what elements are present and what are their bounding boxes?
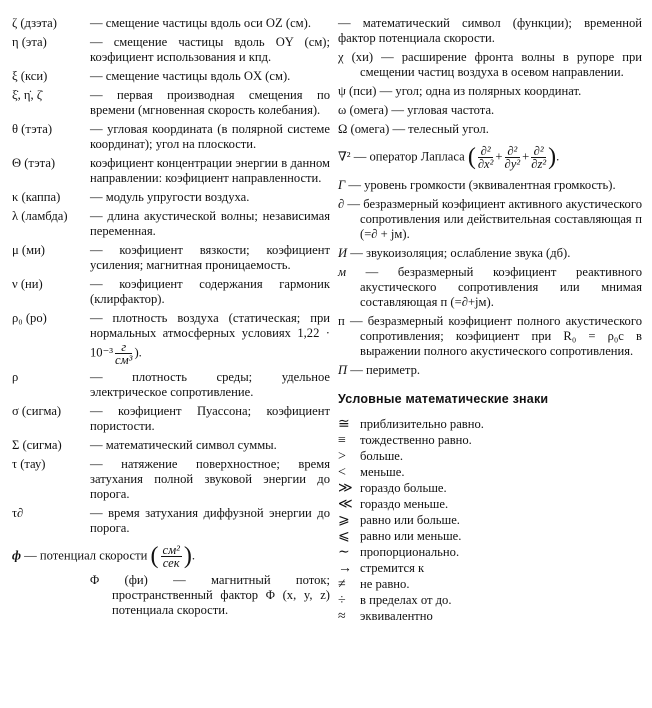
symbol: Г bbox=[338, 178, 346, 192]
math-sign-row bbox=[338, 529, 642, 544]
symbol: ν (ни) bbox=[12, 277, 43, 291]
division-icon: ÷ bbox=[338, 593, 346, 608]
symbol: τ (тау) bbox=[12, 457, 46, 471]
definition: — оператор Лапласа bbox=[353, 149, 465, 164]
symbol: σ (сигма) bbox=[12, 404, 62, 418]
math-sign-row bbox=[338, 481, 642, 496]
approx-equal-icon: ≅ bbox=[338, 417, 350, 432]
paren-open: ( bbox=[467, 144, 476, 170]
symbol: п bbox=[338, 314, 345, 328]
symbol: κ (каппа) bbox=[12, 190, 61, 204]
math-sign-label: больше. bbox=[360, 449, 404, 463]
math-sign-row bbox=[338, 417, 642, 432]
fraction-denominator: сек bbox=[162, 556, 180, 570]
math-signs-list bbox=[338, 417, 642, 624]
entry-theta-capital bbox=[12, 156, 330, 186]
fraction-numerator: ∂² bbox=[478, 145, 494, 158]
definition: — потенциал скорости bbox=[24, 548, 148, 563]
definition: — математический символ (функции); временной фактор потенциала скорости. bbox=[338, 16, 642, 45]
math-sign-label: стремится к bbox=[360, 561, 425, 575]
entry-omega bbox=[338, 103, 642, 118]
math-sign-row bbox=[338, 593, 642, 608]
definition: — смещение частицы вдоль оси OZ (см). bbox=[90, 16, 311, 30]
definition: коэфициент концентрации энергии в данном направлении: коэфициент направленности. bbox=[90, 156, 330, 185]
definition: — натяжение поверхностное; время затухания полной звуковой энергии до порога. bbox=[90, 457, 330, 501]
definition: — угол; одна из полярных координат. bbox=[379, 84, 582, 98]
symbol: ξ̇, η̇, ζ̇ bbox=[12, 88, 43, 102]
fraction-dz bbox=[531, 145, 546, 170]
definition: — плотность среды; удельное электрическое сопротивление. bbox=[90, 370, 330, 399]
paren-close: ) bbox=[183, 543, 192, 569]
entry-laplace: ∇² — оператор Лапласа ( $\frac{\text{∂²}}{\text{∂x²}}$ + $\frac{\text{∂²}}{\text{∂y²}}$ + $\frac{\text{∂²}}{\text{∂z²}}$ ). bbox=[338, 144, 560, 171]
entry-d bbox=[338, 197, 642, 242]
definition: — математический символ суммы. bbox=[90, 438, 277, 452]
math-sign-row bbox=[338, 465, 642, 480]
entry-xi bbox=[12, 69, 330, 84]
fraction bbox=[115, 341, 132, 366]
greater-icon: > bbox=[338, 449, 346, 464]
math-sign-label: меньше. bbox=[360, 465, 405, 479]
symbol: ρ₀ (ро) bbox=[12, 311, 47, 325]
symbol: τ∂ bbox=[12, 506, 24, 520]
entry-lambda bbox=[12, 209, 330, 239]
greater-equal-icon: ⩾ bbox=[338, 513, 350, 528]
arrow-right-icon: → bbox=[338, 561, 352, 576]
math-sign-label: тождественно равно. bbox=[360, 433, 472, 447]
math-sign-label: гораздо меньше. bbox=[360, 497, 449, 511]
symbol: η (эта) bbox=[12, 35, 47, 49]
entry-Phi bbox=[12, 573, 330, 618]
identical-icon: ≡ bbox=[338, 433, 346, 448]
math-sign-row bbox=[338, 609, 642, 624]
definition: — периметр. bbox=[350, 363, 421, 377]
entry-function bbox=[338, 16, 642, 46]
definition: — коэфициент Пуассона; коэфициент пористости. bbox=[90, 404, 330, 433]
entry-sigma-capital bbox=[12, 438, 330, 453]
math-sign-row bbox=[338, 449, 642, 464]
definition: — длина акустической волны; независимая переменная. bbox=[90, 209, 330, 238]
entry-nu bbox=[12, 277, 330, 307]
math-sign-row bbox=[338, 433, 642, 448]
entry-tau-d bbox=[12, 506, 330, 536]
entry-psi bbox=[338, 84, 642, 99]
math-sign-row bbox=[338, 561, 642, 576]
definition: — безразмерный коэфициент активного акустического сопротивления или действительная составляющая п (=∂ + jм). bbox=[347, 197, 642, 241]
left-column bbox=[12, 16, 330, 622]
fraction-numerator: г bbox=[115, 341, 132, 354]
definition: — первая производная смещения по времени (мгновенная скорость колебания). bbox=[90, 88, 330, 117]
definition: — модуль упругости воздуха. bbox=[90, 190, 250, 204]
fraction-dy bbox=[505, 145, 521, 170]
entry-kappa bbox=[12, 190, 330, 205]
math-sign-row bbox=[338, 513, 642, 528]
entry-rho0 bbox=[12, 311, 330, 366]
less-equal-icon: ⩽ bbox=[338, 529, 350, 544]
fraction-denominator: ∂y² bbox=[504, 157, 521, 171]
definition: — смещение частицы вдоль OY (см); коэфициент использования и кпд. bbox=[90, 35, 330, 64]
right-column bbox=[338, 16, 642, 625]
section-heading: Условные математические знаки bbox=[338, 392, 549, 406]
symbol: И bbox=[338, 246, 348, 260]
definition: — плотность воздуха (статическая; при нормальных атмосферных условиях 1,22 · 10⁻³ $\frac{г}{\text{см³}}$ ). bbox=[90, 311, 330, 367]
entry-derivatives bbox=[12, 88, 330, 118]
symbol: ∇² bbox=[338, 149, 351, 164]
equivalent-icon: ≈ bbox=[338, 609, 346, 624]
symbol: П bbox=[338, 363, 348, 377]
symbol: χ (хи) bbox=[338, 50, 374, 64]
fraction-numerator: ∂² bbox=[531, 145, 546, 158]
entry-P bbox=[338, 363, 642, 378]
definition: — безразмерный коэфициент полного акустического сопротивления; коэфициент при R₀ = ρ₀c в выражении полного акустического сопротивления. bbox=[349, 314, 642, 358]
definition: — угловая координата (в полярной системе координат); угол на плоскости. bbox=[90, 122, 330, 151]
entry-mu bbox=[12, 243, 330, 273]
definition: — угловая частота. bbox=[391, 103, 495, 117]
symbol: Φ (фи) bbox=[90, 573, 148, 587]
definition: — безразмерный коэфициент реактивного акустического сопротивления или мнимая составляющая п (=∂+jм). bbox=[360, 265, 642, 309]
entry-sigma bbox=[12, 404, 330, 434]
definition: — коэфициент содержания гармоник (клирфактор). bbox=[90, 277, 330, 306]
definition: — смещение частицы вдоль OX (см). bbox=[90, 69, 291, 83]
entry-eta bbox=[12, 35, 330, 65]
entry-rho bbox=[12, 370, 330, 400]
definition: — телесный угол. bbox=[392, 122, 489, 136]
entry-phi: ф — потенциал скорости ( $\frac{\text{см²}}{\text{сек}}$ ). bbox=[12, 543, 196, 570]
symbol: ф bbox=[12, 548, 22, 563]
entry-chi bbox=[338, 50, 642, 80]
symbol: ω (омега) bbox=[338, 103, 389, 117]
definition: — звукоизоляция; ослабление звука (дб). bbox=[350, 246, 571, 260]
fraction-denominator: ∂x² bbox=[477, 157, 494, 171]
entry-I bbox=[338, 246, 642, 261]
math-sign-label: эквивалентно bbox=[360, 609, 433, 623]
definition: — коэфициент вязкости; коэфициент усиления; магнитная проницаемость. bbox=[90, 243, 330, 272]
entry-m bbox=[338, 265, 642, 310]
entry-theta bbox=[12, 122, 330, 152]
symbol: θ (тэта) bbox=[12, 122, 53, 136]
math-sign-label: не равно. bbox=[360, 577, 410, 591]
symbol: Σ (сигма) bbox=[12, 438, 62, 452]
symbol: ∂ bbox=[338, 197, 345, 211]
math-sign-label: приблизительно равно. bbox=[360, 417, 484, 431]
not-equal-icon: ≠ bbox=[338, 577, 346, 592]
symbol: ρ bbox=[12, 370, 19, 384]
fraction-numerator: см² bbox=[162, 543, 180, 557]
math-sign-row bbox=[338, 545, 642, 560]
entry-zeta bbox=[12, 16, 330, 31]
much-less-icon: ≪ bbox=[338, 497, 353, 512]
fraction-dx bbox=[478, 145, 494, 170]
math-sign-label: равно или больше. bbox=[360, 513, 460, 527]
much-greater-icon: ≫ bbox=[338, 481, 353, 496]
math-sign-label: гораздо больше. bbox=[360, 481, 447, 495]
math-sign-label: равно или меньше. bbox=[360, 529, 462, 543]
tilde-icon: ∼ bbox=[338, 545, 350, 560]
symbol: Θ (тэта) bbox=[12, 156, 56, 170]
definition: — уровень громкости (эквивалентная громкость). bbox=[348, 178, 616, 192]
paren-open: ( bbox=[150, 543, 159, 569]
symbol: Ω (омега) bbox=[338, 122, 390, 136]
entry-gamma bbox=[338, 178, 642, 193]
math-sign-label: пропорционально. bbox=[360, 545, 460, 559]
symbol: ξ (кси) bbox=[12, 69, 48, 83]
entry-omega-capital bbox=[338, 122, 642, 137]
symbol: λ (ламбда) bbox=[12, 209, 68, 223]
entry-p bbox=[338, 314, 642, 359]
definition: — время затухания диффузной энергии до порога. bbox=[90, 506, 330, 535]
definition-text: — плотность воздуха (статическая; при нормальных атмосферных условиях 1,22 · 10⁻³ bbox=[90, 311, 330, 360]
definition: — расширение фронта волны в рупоре при смещении частиц воздуха в осевом направлении. bbox=[360, 50, 642, 79]
paren-close: ) bbox=[548, 144, 557, 170]
fraction-denominator: ∂z² bbox=[531, 157, 547, 171]
fraction bbox=[161, 544, 182, 569]
less-icon: < bbox=[338, 465, 346, 480]
symbol: м bbox=[338, 265, 347, 279]
math-sign-row bbox=[338, 497, 642, 512]
math-sign-label: в пределах от до. bbox=[360, 593, 452, 607]
symbol: μ (ми) bbox=[12, 243, 45, 257]
symbol: ζ (дзэта) bbox=[12, 16, 57, 30]
fraction-denominator: см³ bbox=[115, 353, 133, 367]
entry-tau bbox=[12, 457, 330, 502]
fraction-numerator: ∂² bbox=[505, 145, 521, 158]
symbol: ψ (пси) bbox=[338, 84, 377, 98]
definition: — магнитный поток; пространственный фактор Φ (x, y, z) потенциала скорости. bbox=[112, 573, 330, 617]
math-sign-row bbox=[338, 577, 642, 592]
